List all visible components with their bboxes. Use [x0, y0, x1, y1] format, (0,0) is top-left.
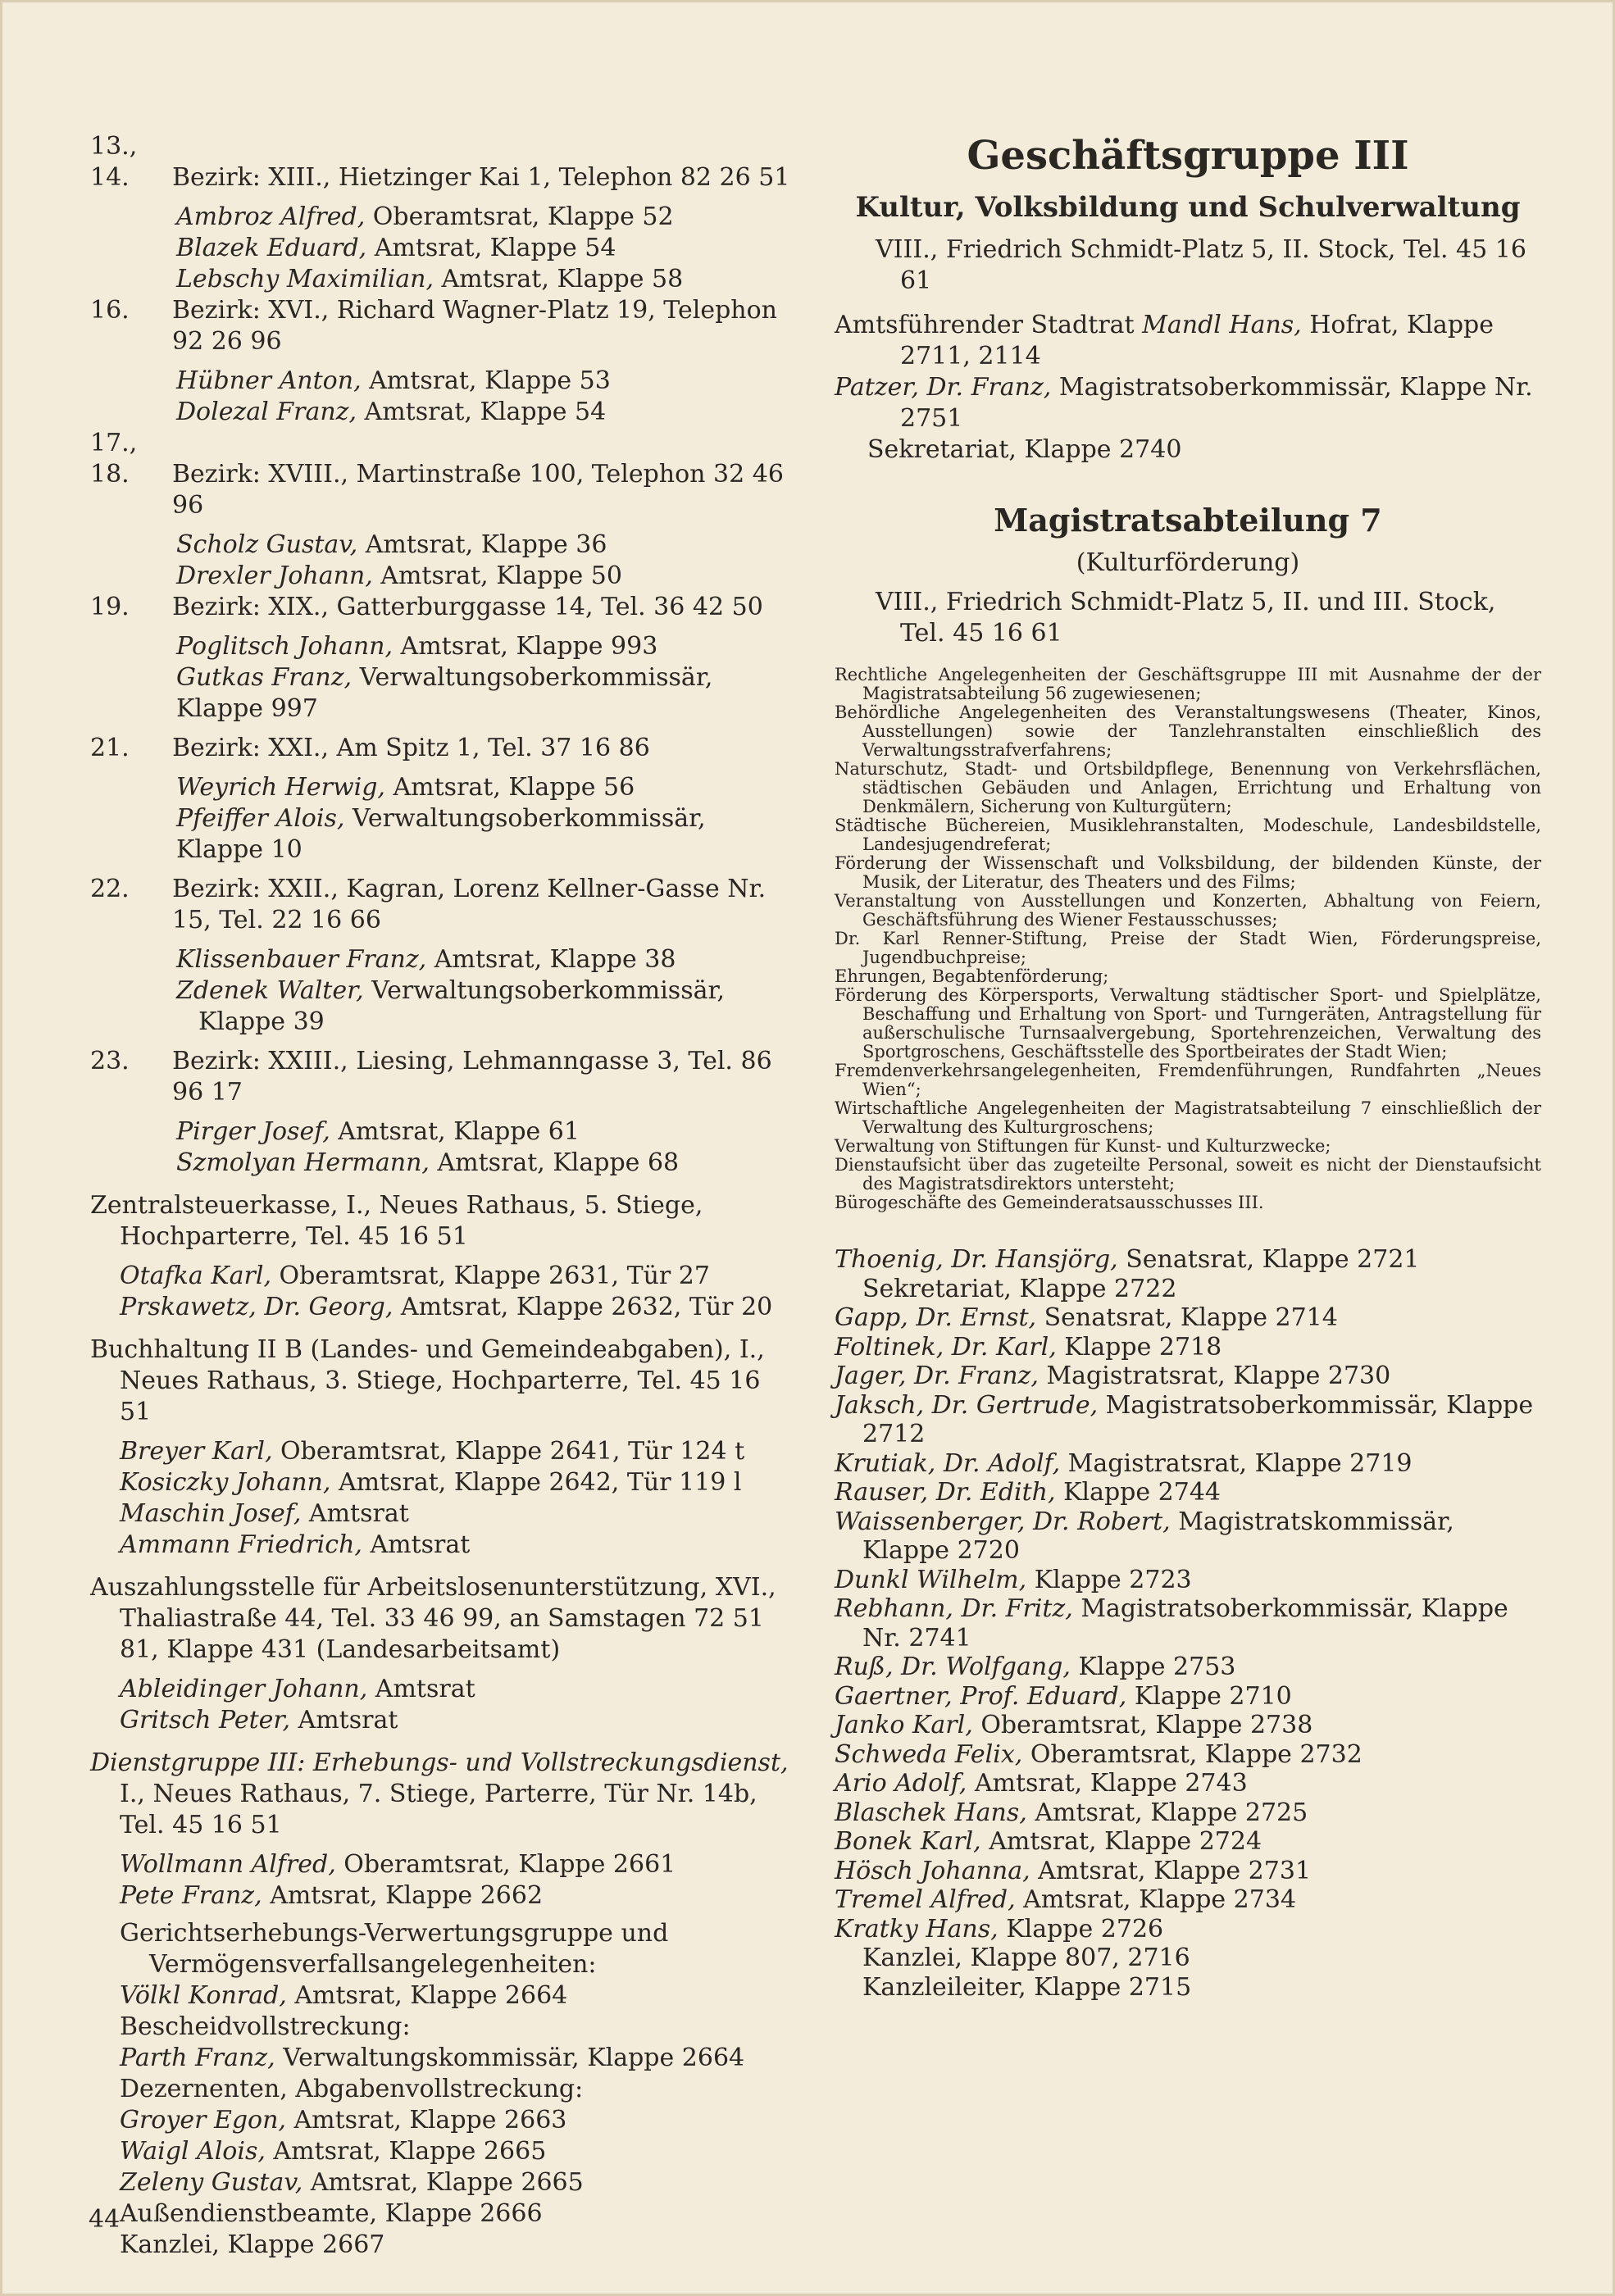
staff-name: Groyer Egon, [120, 2106, 286, 2135]
staff-entry [90, 2043, 795, 2074]
staff-name: Zeleny Gustav, [120, 2168, 303, 2197]
staff-name: Pete Franz, [120, 1881, 262, 1910]
staff-details: Magistratsoberkommissär, Klappe Nr. 2741 [862, 1594, 1508, 1653]
staff-name: Szmolyan Hermann, [176, 1148, 430, 1177]
staff-entry [90, 202, 795, 233]
district-number: 13., 14. [90, 132, 138, 192]
staff-entry [90, 2136, 795, 2167]
staff-entry [835, 1594, 1541, 1653]
staff-name: Otafka Karl, [120, 1262, 272, 1290]
staff-details: Senatsrat, Klappe 2721 [1117, 1245, 1420, 1274]
staff-details: Verwaltungsoberkommissär, [363, 976, 726, 1005]
staff-name: Janko Karl, [835, 1711, 973, 1739]
staff-details: Klappe 2753 [1070, 1653, 1236, 1681]
staff-details: Amtsrat, Klappe 54 [357, 398, 607, 426]
staff-details: Oberamtsrat, Klappe 2631, Tür 27 [271, 1262, 710, 1290]
district-address: Bezirk: XIII., Hietzinger Kai 1, Telephon 82 26 51 [172, 163, 790, 192]
duty-item: Förderung der Wissenschaft und Volksbildung, der bildenden Künste, der Musik, der Literatur, des Theaters und des Films; [835, 853, 1541, 892]
staff-details: Amtsrat, Klappe 53 [361, 366, 611, 395]
staff-details: Amtsrat, Klappe 2662 [262, 1881, 544, 1910]
staff-name: Pfeiffer Alois, [176, 804, 345, 833]
staff-name: Weyrich Herwig, [176, 773, 385, 802]
staff-details: Amtsrat [367, 1675, 475, 1703]
staff-name: Pirger Josef, [176, 1117, 330, 1146]
staff-details: Amtsrat [301, 1499, 409, 1528]
staff-name: Hösch Johanna, [835, 1856, 1030, 1885]
district-number: 19. [90, 593, 130, 621]
staff-entry [835, 1362, 1541, 1391]
staff-entry [90, 1436, 795, 1467]
staff-name: Blaschek Hans, [835, 1798, 1027, 1827]
staff-details: Magistratsoberkommissär, Klappe 2712 [862, 1390, 1534, 1448]
staff-details: Amtsrat, Klappe 2734 [1015, 1885, 1297, 1914]
duty-item: Verwaltung von Stiftungen für Kunst- und Kulturzwecke; [835, 1136, 1331, 1156]
staff-entry [90, 944, 795, 975]
staff-name: Ario Adolf, [835, 1769, 967, 1798]
staff-entry [90, 366, 795, 397]
staff-entry [90, 2167, 795, 2198]
staff-details: Amtsrat, Klappe 38 [426, 945, 676, 974]
staff-entry [835, 1245, 1541, 1275]
staff-name: Prskawetz, Dr. Georg, [120, 1293, 394, 1321]
duty-item: Dr. Karl Renner-Stiftung, Preise der Stadt Wien, Förderungspreise, Jugendbuchpreise; [835, 929, 1541, 967]
staff-name: Poglitsch Johann, [176, 632, 394, 661]
staff-name: Jaksch, Dr. Gertrude, [835, 1390, 1099, 1420]
ma-subtitle: (Kulturförderung) [1076, 548, 1300, 577]
staff-name: Tremel Alfred, [835, 1885, 1016, 1914]
office-name: Dienstgruppe III: Erhebungs- und Vollstreckungsdienst, [90, 1748, 789, 1777]
duty-item: Veranstaltung von Ausstellungen und Konzerten, Abhaltung von Feiern, Geschäftsführung des Wiener Festausschusses; [835, 891, 1541, 930]
staff-details: Verwaltungsoberkommissär, [344, 804, 706, 833]
district-number: 21. [90, 734, 130, 762]
staff-entry [835, 1333, 1541, 1362]
office-line: Außendienstbeamte, Klappe 2666 [120, 2199, 543, 2228]
staff-entry [90, 662, 795, 693]
staff-name: Gaertner, Prof. Eduard, [835, 1681, 1127, 1711]
group-address: VIII., Friedrich Schmidt-Platz 5, II. Stock, Tel. 45 16 61 [876, 235, 1526, 295]
office-heading: Zentralsteuerkasse, I., Neues Rathaus, 5. Stiege, Hochparterre, Tel. 45 16 51 [90, 1191, 703, 1251]
staff-name: Breyer Karl, [120, 1437, 273, 1466]
staff-details: Amtsrat, Klappe 50 [372, 561, 622, 590]
staff-name: Kratky Hans, [835, 1914, 999, 1944]
staff-details: Amtsrat, Klappe 2724 [980, 1827, 1262, 1856]
office-heading [90, 1748, 795, 1841]
staff-name: Maschin Josef, [120, 1499, 302, 1528]
staff-details: Amtsrat, Klappe 36 [357, 530, 607, 559]
staff-details: Amtsrat, Klappe 2731 [1030, 1856, 1312, 1885]
staff-name: Kosiczky Johann, [120, 1468, 331, 1497]
district-address: Bezirk: XXII., Kagran, Lorenz Kellner-Gasse Nr. 15, Tel. 22 16 66 [172, 875, 767, 934]
district-address: Bezirk: XVI., Richard Wagner-Platz 19, Telephon 92 26 96 [172, 296, 777, 356]
staff-details: Amtsrat [362, 1530, 471, 1559]
staff-entry [90, 397, 795, 428]
staff-details: Verwaltungsoberkommissär, [352, 663, 713, 692]
district-heading [90, 733, 795, 764]
duties-list [835, 666, 1541, 1212]
district-heading [90, 1046, 795, 1108]
staff-details: Amtsrat, Klappe 58 [433, 265, 684, 293]
staff-details: Amtsrat, Klappe 2632, Tür 20 [393, 1293, 773, 1321]
staff-details: Amtsrat, Klappe 54 [366, 234, 616, 262]
staff-name: Klissenbauer Franz, [176, 945, 427, 974]
duty-item: Fremdenverkehrsangelegenheiten, Fremdenführungen, Rundfahrten „Neues Wien“; [835, 1061, 1541, 1099]
office-line: Gerichtserhebungs-Verwertungsgruppe und Vermögensverfallsangelegenheiten: [120, 1919, 669, 1979]
leader-role: Amtsführender Stadtrat [835, 311, 1143, 339]
leaders-list [835, 310, 1541, 466]
staff-entry [835, 1798, 1541, 1828]
staff-name: Wollmann Alfred, [120, 1850, 336, 1879]
staff-name: Zdenek Walter, [176, 976, 364, 1005]
staff-entry [90, 1849, 795, 1880]
left-column [90, 131, 795, 2261]
staff-name: Waissenberger, Dr. Robert, [835, 1507, 1171, 1536]
staff-list [835, 1245, 1541, 2002]
group-subtitle: Kultur, Volksbildung und Schulverwaltung [855, 191, 1521, 224]
office-line: Bescheidvollstreckung: [120, 2012, 411, 2041]
staff-entry [835, 1391, 1541, 1449]
staff-details: Amtsrat, Klappe 2665 [265, 2137, 547, 2166]
staff-name: Dolezal Franz, [176, 398, 357, 426]
staff-subline: Sekretariat, Klappe 2722 [862, 1274, 1177, 1303]
duty-item: Behördliche Angelegenheiten des Veranstaltungswesens (Theater, Kinos, Ausstellungen) sowie der Tanzlehranstalten einschließlich des Verwaltungsstrafverfahrens; [835, 702, 1541, 760]
staff-entry [90, 1530, 795, 1561]
staff-entry [835, 1915, 1541, 1944]
staff-details: Amtsrat, Klappe 61 [330, 1117, 580, 1146]
duty-item: Dienstaufsicht über das zugeteilte Personal, soweit es nicht der Dienstaufsicht des Magistratsdirektors untersteht; [835, 1155, 1541, 1193]
staff-details: Verwaltungskommissär, Klappe 2664 [275, 2044, 745, 2072]
staff-details: Oberamtsrat, Klappe 2641, Tür 124 t [272, 1437, 745, 1466]
staff-name: Hübner Anton, [176, 366, 362, 395]
staff-details: Amtsrat, Klappe 2664 [286, 1981, 568, 2010]
staff-entry [835, 1885, 1541, 1915]
staff-details: Klappe 2718 [1056, 1332, 1222, 1362]
office-address: I., Neues Rathaus, 7. Stiege, Parterre, Tür Nr. 14b, Tel. 45 16 51 [120, 1780, 757, 1839]
staff-name: Bonek Karl, [835, 1827, 981, 1856]
staff-entry-continuation: Klappe 39 [198, 1007, 325, 1036]
staff-details: Amtsrat [290, 1706, 398, 1735]
staff-details: Amtsrat, Klappe 993 [393, 632, 658, 661]
staff-name: Ambroz Alfred, [176, 202, 366, 231]
staff-entry [90, 264, 795, 295]
staff-name: Rebhann, Dr. Fritz, [835, 1594, 1073, 1623]
district-number: 17., 18. [90, 429, 138, 489]
district-heading [90, 131, 795, 193]
staff-entry [90, 1674, 795, 1705]
staff-entry [835, 1566, 1541, 1595]
staff-entry [90, 772, 795, 803]
staff-entry [90, 1261, 795, 1292]
staff-entry [835, 1857, 1541, 1886]
staff-entry [90, 233, 795, 264]
duty-item: Rechtliche Angelegenheiten der Geschäftsgruppe III mit Ausnahme der der Magistratsabteilung 56 zugewiesenen; [835, 665, 1541, 703]
leader-details: Magistratsoberkommissär, Klappe Nr. 2751 [900, 373, 1533, 433]
ma-address: VIII., Friedrich Schmidt-Platz 5, II. und III. Stock, Tel. 45 16 61 [876, 588, 1496, 648]
staff-name: Krutiak, Dr. Adolf, [835, 1448, 1061, 1478]
ma-title: Magistratsabteilung 7 [994, 502, 1382, 539]
staff-entry [90, 1498, 795, 1530]
staff-details: Magistratsrat, Klappe 2719 [1060, 1448, 1413, 1478]
staff-name: Scholz Gustav, [176, 530, 358, 559]
staff-details: Oberamtsrat, Klappe 2738 [972, 1711, 1313, 1739]
staff-entry [90, 803, 795, 834]
leader-details: Hofrat, Klappe 2711, 2114 [900, 311, 1494, 371]
staff-details: Oberamtsrat, Klappe 2732 [1022, 1739, 1363, 1769]
staff-entry [90, 1880, 795, 1912]
district-heading [90, 428, 795, 521]
staff-name: Ableidinger Johann, [120, 1675, 368, 1703]
staff-details: Amtsrat, Klappe 2743 [967, 1769, 1248, 1798]
duty-item: Wirtschaftliche Angelegenheiten der Magistratsabteilung 7 einschließlich der Verwaltung des Kulturgroschens; [835, 1098, 1541, 1137]
staff-name: Ruß, Dr. Wolfgang, [835, 1653, 1071, 1681]
staff-name: Drexler Johann, [176, 561, 373, 590]
staff-name: Völkl Konrad, [120, 1981, 287, 2010]
staff-name: Ammann Friedrich, [120, 1530, 362, 1559]
staff-name: Dunkl Wilhelm, [835, 1565, 1027, 1594]
page-number: 44 [89, 2205, 121, 2234]
staff-name: Schweda Felix, [835, 1739, 1023, 1769]
staff-entry [835, 1507, 1541, 1566]
staff-details: Klappe 2726 [998, 1914, 1164, 1944]
duty-item: Bürogeschäfte des Gemeinderatsausschusses III. [835, 1193, 1264, 1212]
staff-entry [835, 1478, 1541, 1507]
district-number: 23. [90, 1047, 130, 1075]
staff-details: Magistratsrat, Klappe 2730 [1038, 1362, 1391, 1390]
staff-entry [835, 1740, 1541, 1770]
staff-name: Thoenig, Dr. Hansjörg, [835, 1245, 1118, 1274]
staff-name: Parth Franz, [120, 2044, 275, 2072]
office-line: Dezernenten, Abgabenvollstreckung: [120, 2075, 584, 2103]
staff-details: Amtsrat, Klappe 2725 [1026, 1798, 1308, 1827]
office-heading: Buchhaltung II B (Landes- und Gemeindeabgaben), I., Neues Rathaus, 3. Stiege, Hochparterre, Tel. 45 16 51 [90, 1335, 765, 1426]
staff-entry [90, 1292, 795, 1323]
duty-item: Städtische Büchereien, Musiklehranstalten, Modeschule, Landesbildstelle, Landesjugendreferat; [835, 816, 1541, 854]
district-number: 16. [90, 296, 130, 325]
district-address: Bezirk: XXIII., Liesing, Lehmanngasse 3, Tel. 86 96 17 [172, 1047, 772, 1107]
staff-entry-continuation: Klappe 997 [176, 694, 318, 723]
staff-entry [835, 1449, 1541, 1479]
staff-entry [835, 1303, 1541, 1333]
staff-name: Lebschy Maximilian, [176, 265, 434, 293]
staff-entry [90, 975, 795, 1007]
district-heading [90, 592, 795, 623]
staff-name: Jager, Dr. Franz, [835, 1362, 1039, 1390]
staff-entry [90, 1705, 795, 1736]
district-heading [90, 874, 795, 936]
staff-name: Gapp, Dr. Ernst, [835, 1303, 1037, 1332]
district-heading [90, 295, 795, 357]
leader-entry [835, 434, 1541, 466]
staff-name: Foltinek, Dr. Karl, [835, 1332, 1057, 1362]
staff-details: Magistratskommissär, Klappe 2720 [862, 1507, 1454, 1565]
staff-entry [90, 530, 795, 561]
duty-item: Ehrungen, Begabtenförderung; [835, 966, 1109, 986]
staff-subline: Kanzlei, Klappe 807, 2716 [862, 1944, 1190, 1972]
staff-details: Klappe 2744 [1055, 1478, 1221, 1507]
staff-entry [90, 1148, 795, 1179]
staff-details: Amtsrat, Klappe 2663 [285, 2106, 567, 2135]
duty-item: Förderung des Körpersports, Verwaltung städtischer Sport- und Spielplätze, Beschaffung und Erhaltung von Sport- und Turngeräten, Antragstellung für außerschulische Turnsaalvergebung, Sportehrenzeichen, Verwaltung des Sportgroschens, Geschäftsstelle des Sportbeirates der Stadt Wien; [835, 985, 1541, 1062]
leader-name: Patzer, Dr. Franz, [835, 373, 1052, 402]
leader-entry [835, 310, 1541, 372]
district-address: Bezirk: XVIII., Martinstraße 100, Telephon 32 46 96 [172, 460, 784, 520]
staff-entry [90, 1467, 795, 1498]
staff-name: Blazek Eduard, [176, 234, 367, 262]
staff-details: Klappe 2710 [1126, 1681, 1292, 1711]
staff-details: Klappe 2723 [1026, 1565, 1192, 1594]
staff-details: Senatsrat, Klappe 2714 [1036, 1303, 1338, 1332]
staff-entry [90, 2105, 795, 2136]
staff-details: Amtsrat, Klappe 68 [429, 1148, 680, 1177]
staff-name: Waigl Alois, [120, 2137, 266, 2166]
leader-role: Sekretariat, Klappe 2740 [867, 435, 1182, 464]
duty-item: Naturschutz, Stadt- und Ortsbildpflege, Benennung von Verkehrsflächen, städtischen Gebäuden und Anlagen, Errichtung und Erhaltung von Denkmälern, Sicherung von Kulturgütern; [835, 759, 1541, 816]
district-address: Bezirk: XXI., Am Spitz 1, Tel. 37 16 86 [172, 734, 650, 762]
staff-details: Amtsrat, Klappe 2642, Tür 119 l [330, 1468, 742, 1497]
staff-details: Oberamtsrat, Klappe 2661 [335, 1850, 676, 1879]
staff-entry [835, 1682, 1541, 1712]
staff-entry-continuation: Klappe 10 [176, 835, 303, 864]
staff-details: Amtsrat, Klappe 2665 [303, 2168, 584, 2197]
district-address: Bezirk: XIX., Gatterburggasse 14, Tel. 36 42 50 [172, 593, 763, 621]
leader-name: Mandl Hans, [1142, 311, 1302, 339]
staff-details: Oberamtsrat, Klappe 52 [365, 202, 674, 231]
staff-subline: Kanzleileiter, Klappe 2715 [862, 1972, 1192, 2002]
staff-details: Amtsrat, Klappe 56 [384, 773, 635, 802]
staff-entry [90, 631, 795, 662]
staff-entry [835, 1711, 1541, 1740]
staff-entry [835, 1653, 1541, 1682]
district-number: 22. [90, 875, 130, 903]
staff-name: Gritsch Peter, [120, 1706, 290, 1735]
staff-name: Rauser, Dr. Edith, [835, 1478, 1056, 1507]
staff-name: Gutkas Franz, [176, 663, 353, 692]
staff-entry [90, 561, 795, 592]
leader-entry [835, 372, 1541, 434]
staff-entry [90, 1980, 795, 2012]
office-heading: Auszahlungsstelle für Arbeitslosenunterstützung, XVI., Thaliastraße 44, Tel. 33 46 99, an Samstagen 72 51 81, Klappe 431 (Landesarbeitsamt) [90, 1573, 776, 1664]
right-column [835, 131, 1541, 2002]
staff-entry [90, 1116, 795, 1148]
staff-entry [835, 1827, 1541, 1857]
staff-entry [835, 1769, 1541, 1798]
group-title: Geschäftsgruppe III [967, 133, 1409, 179]
office-line: Kanzlei, Klappe 2667 [120, 2230, 385, 2259]
